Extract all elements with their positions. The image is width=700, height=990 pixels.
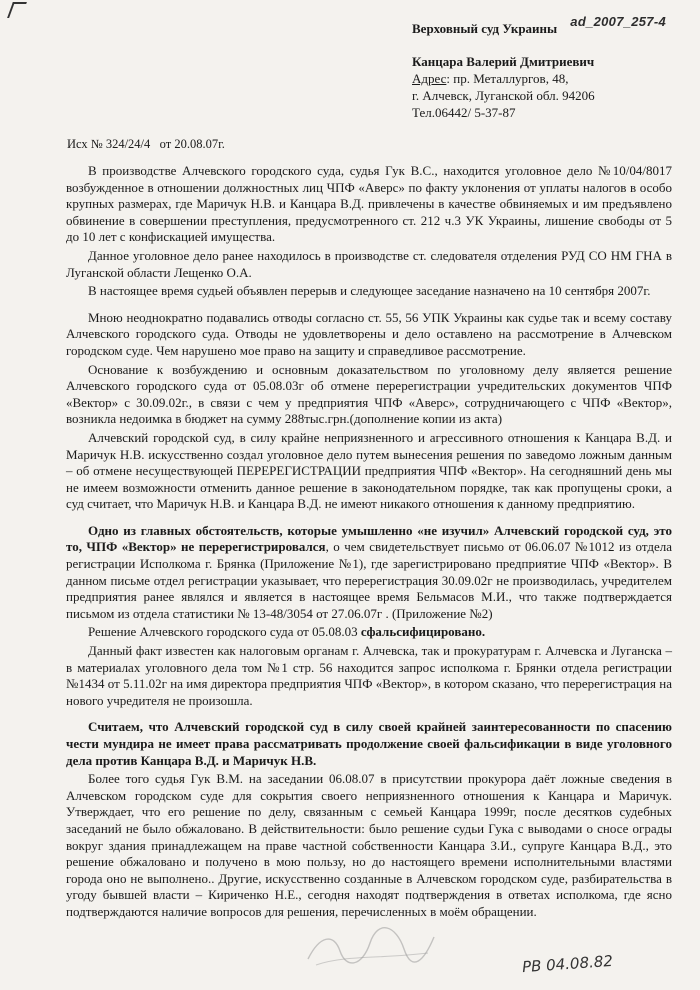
paragraph-8 <box>66 624 672 641</box>
phone: Тел.06442/ 5-37-87 <box>412 105 516 120</box>
handwritten-initials: РВ 04.08.82 <box>521 951 614 977</box>
paragraph-4: Мною неоднократно подавались отводы согласно ст. 55, 56 УПК Украины как судье так и всему составу Алчевского городского суда. Отводы не удовлетворены и дело оставлено на рассмотрение в Алчевском городском суде. Чем нарушено мое право на защиту и справедливое рассмотрение. <box>66 309 672 358</box>
paragraph-10: Считаем, что Алчевский городской суд в силу своей крайней заинтересованности по спасению чести мундира не имеет права рассматривать продолжение своей фальсификации в виде уголовного дела против Канцара В.Д. и Маричук Н.В. <box>66 719 672 768</box>
ref-number: Исх № 324/24/4 <box>67 137 151 151</box>
court-name: Верховный суд Украины <box>412 21 558 36</box>
paragraph-6: Алчевский городской суд, в силу крайне неприязненного и агрессивного отношения к Канцара В.Д. и Маричук Н.В. искусственно создал уголовное дело путем вынесения решения по заведомо ложным данным – об отмене несуществующей ПЕРЕРЕГИСТРАЦИИ предприятия ЧПФ «Вектор». На сегодняшний день мы не имеем возможности отменить данное решение в законодательном порядке, так как пропущены сроки, а суд считает, что Маричук Н.В. и Канцара В.Д. не имеют никакого отношения к данному предприятию. <box>66 429 672 512</box>
paragraph-7-text: , о чем свидетельствует письмо от 06.06.07 №1012 из отдела регистрации Исполкома г. Брянка (Приложение №1), где зарегистрировано предприятие ЧПФ «Вектор». В данном письме отдел регистрации указывает, что перерегистрация 30.09.02г не производилась, учредителем предприятия ранее являлся и является в настоящее время Бельмасов М.И., что также подтверждается письмом из отдела статистики № 13-48/3054 от 27.06.07г . (Приложение №2) <box>66 539 672 621</box>
sender-name: Канцара Валерий Дмитриевич <box>412 54 595 69</box>
paragraph-11: Более того судья Гук В.М. на заседании 06.08.07 в присутствии прокурора даёт ложные сведения в Алчевском городском суде для сокрытия своего неприязненного отношения к Канцара и Маричук. Утверждает, что его решение по делу, связанным с семьей Канцара 1999г, после десятков судебных заседаний не было обжаловано. В действительности: было решение судьи Гука с выводами о сносе ограды вокруг здания принадлежащем на праве частной собственности Канцара З.И., супруге Канцара В.Д., это решение обжаловано и получено в мою пользу, но до настоящего времени исполнительными властями города оно не выполнено.. Другие, искусственно созданные в Алчевском городском суде, разбирательства в угоду бывшей власти – Кириченко Н.Е., сегодня находят подтверждения в ответах исполкома, где ясно подтверждаются наличие вопросов для решения, перечисленных в моём обращении. <box>66 771 672 919</box>
letter-body <box>66 163 672 923</box>
paragraph-5: Основание к возбуждению и основным доказательством по уголовному делу является решение Алчевского городского суда от 05.08.03г об отмене перерегистрации учредительских документов ЧПФ «Вектор» с 30.09.02г., в связи с чем у предприятия ЧПФ «Аверс», сотрудничающего с ЧПФ «Вектор», возникла недоимка в бюджет на сумму 288тыс.грн.(дополнение копии из акта) <box>66 361 672 427</box>
corner-mark-icon <box>7 2 27 18</box>
address-line <box>412 70 672 87</box>
paragraph-7 <box>66 523 672 623</box>
address-label: Адрес <box>412 71 447 86</box>
paragraph-8-text: Решение Алчевского городского суда от 05.08.03 <box>88 624 361 640</box>
outgoing-ref <box>67 137 225 152</box>
ref-date: от 20.08.07г. <box>159 137 225 151</box>
paragraph-1: В производстве Алчевского городского суда, судья Гук В.С., находится уголовное дело №10/04/8017 возбужденное в отношении должностных лиц ЧПФ «Аверс» по факту уклонения от уплаты налогов в особо крупных размерах, где Маричук Н.В. и Канцара В.Д. привлечены в качестве обвиняемых и им предъявлено обвинение в совершении преступления, предусмотренного ст. 212 ч.3 УК Украины, лишение свободы от 5 до 10 лет с конфискацией имущества. <box>66 163 672 245</box>
paragraph-9: Данный факт известен как налоговым органам г. Алчевска, так и прокуратурам г. Алчевска и Луганска – в материалах уголовного дела том №1 стр. 56 находится запрос исполкома г. Брянки отдела регистрации №1434 от 5.11.02г на имя директора предприятия ЧПФ «Вектор», в котором сказано, что перерегистрация на нового учредителя не произошла. <box>66 643 672 708</box>
address-line2: г. Алчевск, Луганской обл. 94206 <box>412 88 595 103</box>
paragraph-3: В настоящее время судьей объявлен перерыв и следующее заседание назначено на 10 сентября 2007г. <box>88 283 651 299</box>
signature-icon <box>300 915 440 975</box>
paragraph-2: Данное уголовное дело ранее находилось в производстве ст. следователя отделения РУД СО НМ ГНА в Луганской области Лещенко О.А. <box>66 247 672 280</box>
address-line1: : пр. Металлургов, 48, <box>446 71 569 86</box>
addressee-block <box>412 20 672 121</box>
paragraph-7-bold: Одно из главных обстоятельств, которые умышленно «не изучил» Алчевский городской суд, это то, ЧПФ «Вектор» не перерегистрировался <box>66 522 672 555</box>
document-code: ad_2007_257-4 <box>570 14 666 29</box>
paragraph-8-bold: сфальсифицировано. <box>360 624 486 640</box>
